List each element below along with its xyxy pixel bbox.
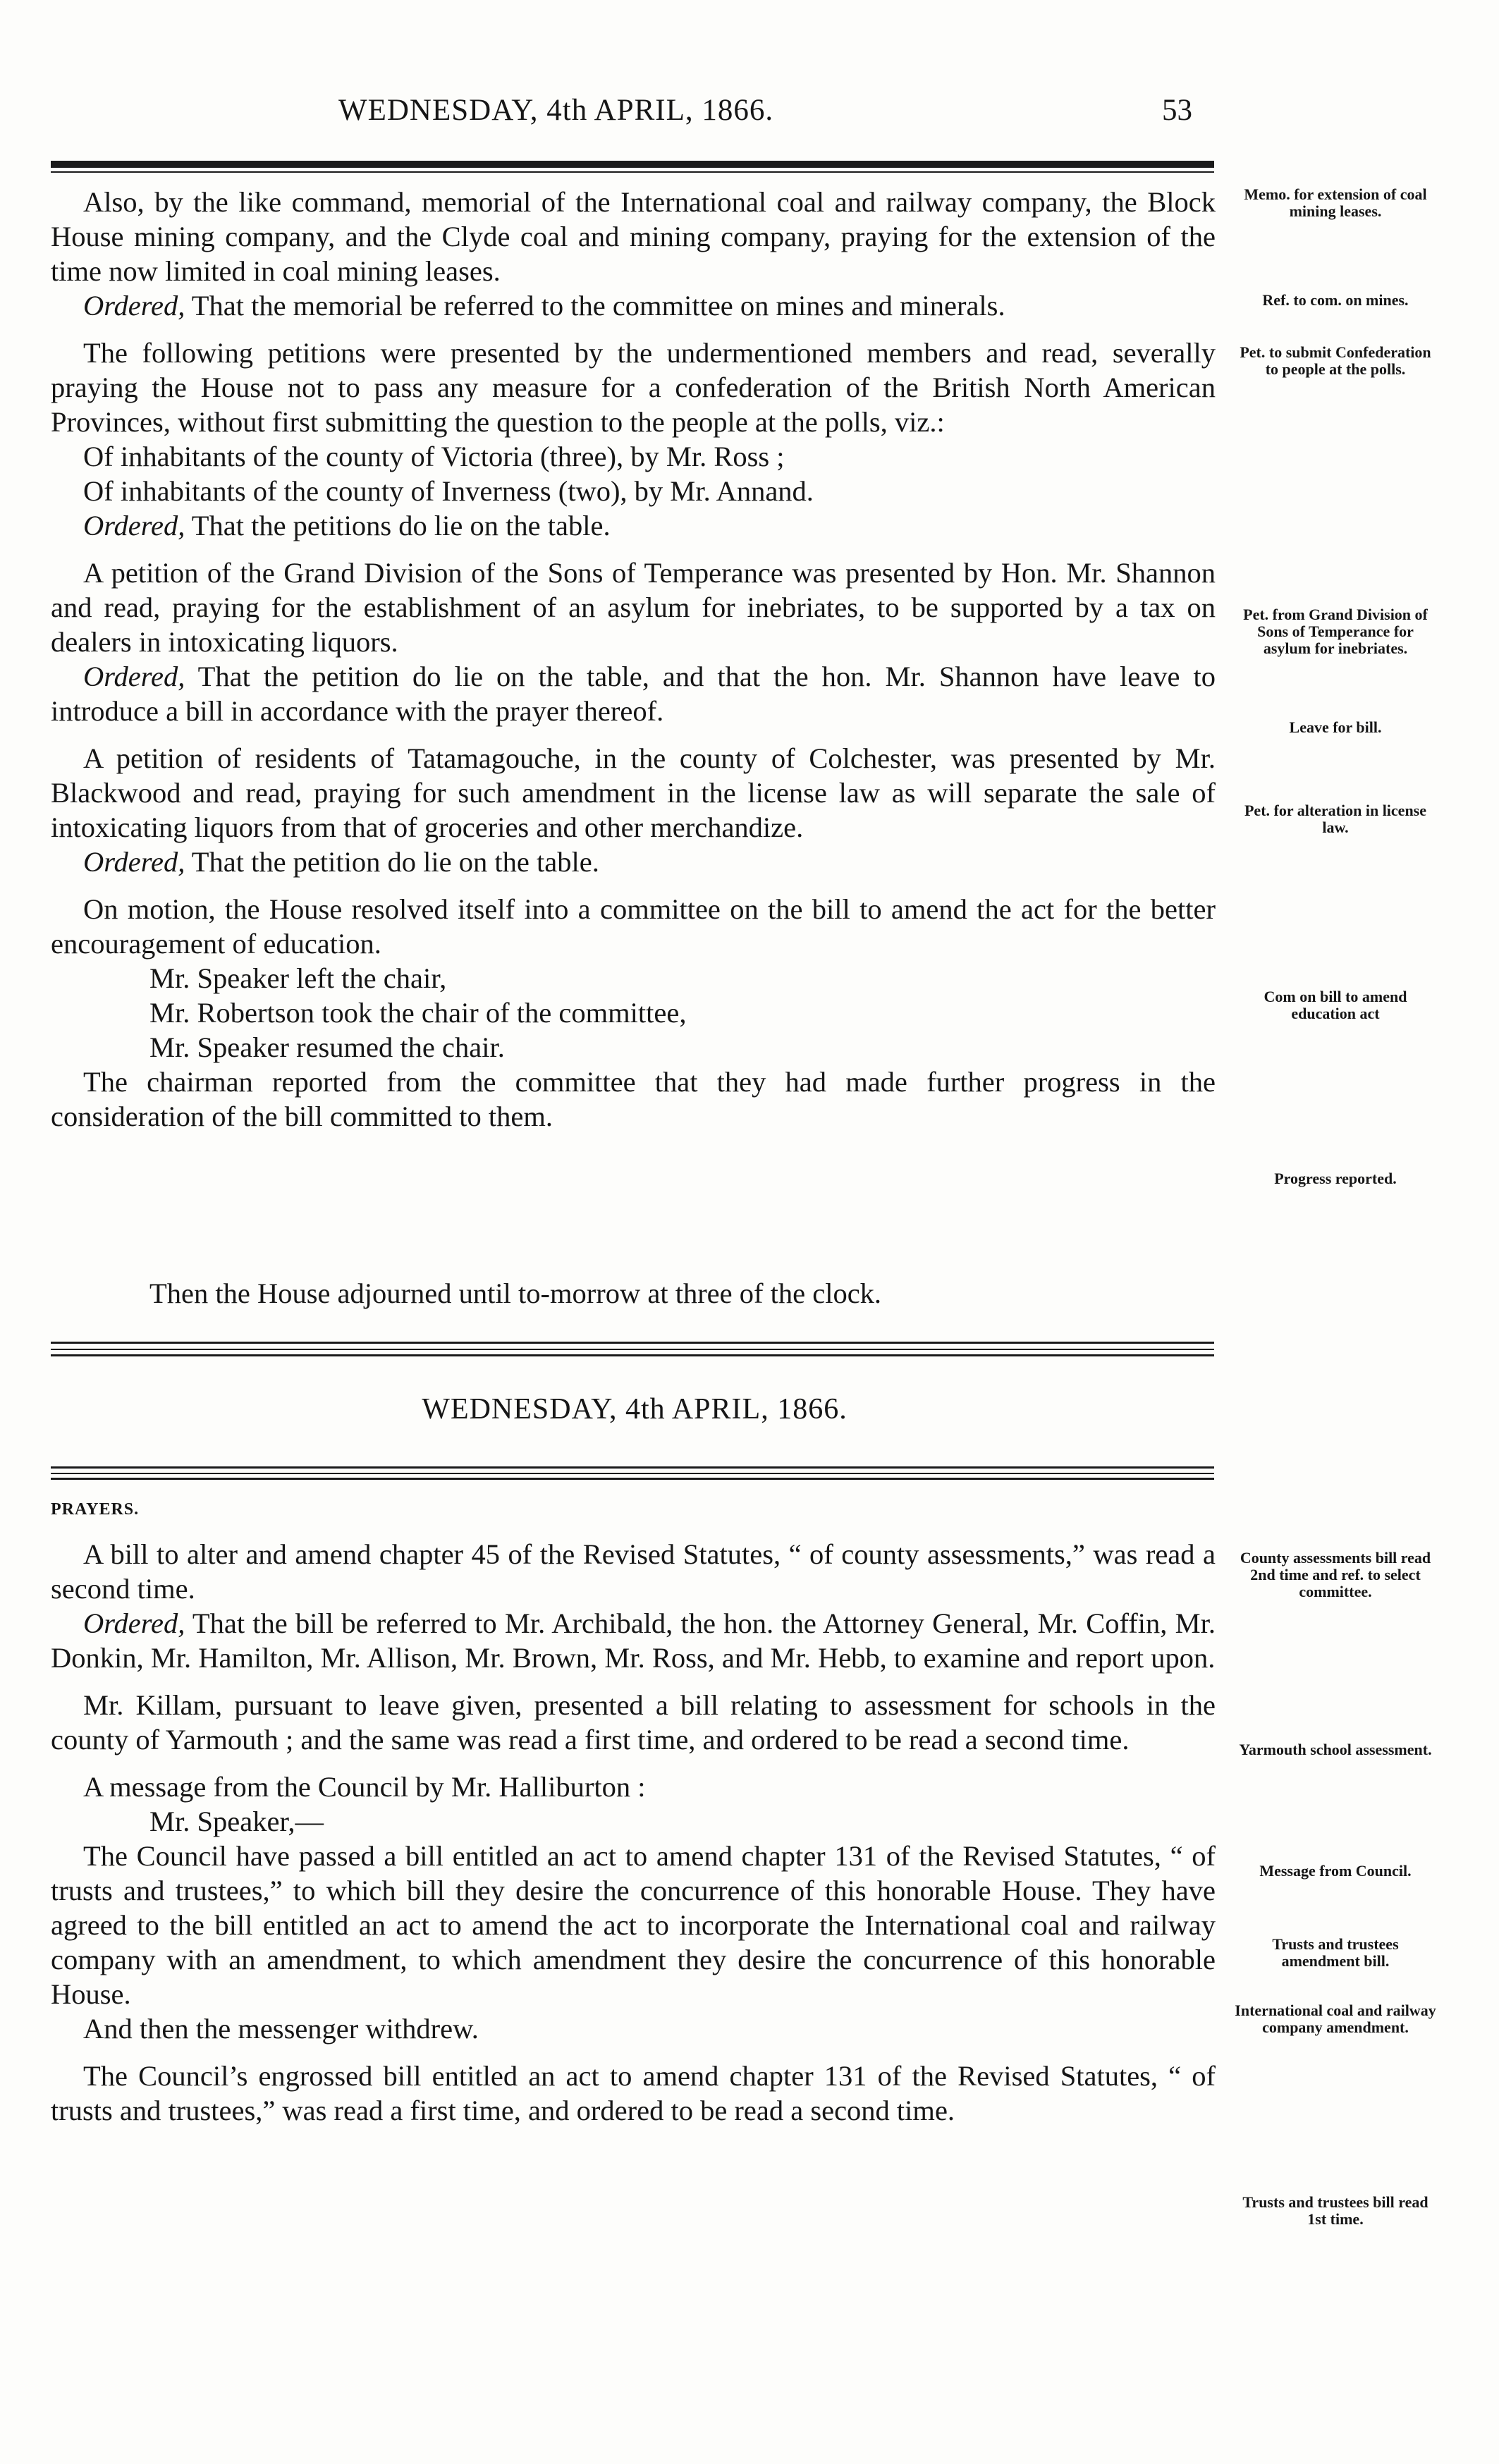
margin-note-message-council: Message from Council. [1259, 1862, 1412, 1880]
speaker-resumed-chair: Mr. Speaker resumed the chair. [149, 1031, 505, 1063]
margin-note-confederation: Pet. to submit Confederation to people at the polls. [1240, 343, 1431, 378]
margin-note-ref-mines: Ref. to com. on mines. [1262, 291, 1409, 309]
header-rule-thick [51, 161, 1214, 168]
page-header-title: WEDNESDAY, 4th APRIL, 1866. [338, 94, 774, 127]
paragraph-education-committee: On motion, the House resolved itself into a committee on the bill to amend the act for the better encouragement of education. [51, 893, 1216, 960]
paragraph-temperance-petition: A petition of the Grand Division of the Sons of Temperance was presented by Hon. Mr. Shannon and read, praying for the establishment of an asylum for inebriates, to be supported by a tax on dealers in intoxicating liquors. [51, 557, 1216, 658]
margin-note-leave-bill: Leave for bill. [1289, 718, 1382, 736]
ordered-text: That the petition do lie on the table, and that the hon. Mr. Shannon have leave to introduce a bill in accordance with the prayer thereof. [51, 661, 1216, 727]
section-rule-bottom-1 [51, 1466, 1214, 1469]
ordered-label: Ordered, [83, 661, 185, 692]
adjournment-text: Then the House adjourned until to-morrow at three of the clock. [149, 1277, 882, 1309]
ordered-county-assessments [51, 1606, 1216, 1675]
message-body: The Council have passed a bill entitled an act to amend chapter 131 of the Revised Statutes, “ of trusts and trustees,” to which bill they desire the concurrence of this honorable House. They have agreed to the bill entitled an act to amend the act to incorporate the International coal and railway company with an amendment, to which amendment they desire the concurrence of this honorable House. [51, 1840, 1216, 2010]
section-title: WEDNESDAY, 4th APRIL, 1866. [422, 1393, 848, 1426]
section-rule-top-1 [51, 1342, 1214, 1344]
paragraph-memorial: Also, by the like command, memorial of the International coal and railway company, the Block House mining company, and the Clyde coal and mining company, praying for the extension of the time now limited in coal mining leases. [51, 186, 1216, 287]
first-sitting-text [51, 185, 1216, 1134]
ordered-label: Ordered, [83, 290, 185, 321]
petition-item-inverness: Of inhabitants of the county of Inverness (two), by Mr. Annand. [83, 475, 814, 507]
section-rule-bottom-3 [51, 1478, 1214, 1480]
ordered-label: Ordered, [83, 510, 185, 541]
ordered-text: That the bill be referred to Mr. Archibald, the hon. the Attorney General, Mr. Coffin, Mr. Donkin, Mr. Hamilton, Mr. Allison, Mr. Brown, Mr. Ross, and Mr. Hebb, to examine and report upon. [51, 1607, 1216, 1674]
prayers-heading: PRAYERS. [51, 1500, 140, 1519]
ordered-label: Ordered, [83, 846, 185, 878]
section-rule-top-2 [51, 1349, 1214, 1350]
section-rule-top-3 [51, 1354, 1214, 1356]
ordered-label: Ordered, [83, 1607, 185, 1639]
ordered-petitions [51, 508, 1216, 543]
margin-note-international-coal: International coal and railway company amendment. [1235, 2002, 1436, 2036]
messenger-withdrew: And then the messenger withdrew. [83, 2013, 479, 2045]
ordered-temperance [51, 659, 1216, 728]
page-number: 53 [1162, 94, 1192, 127]
petition-item-victoria: Of inhabitants of the county of Victoria (three), by Mr. Ross ; [83, 441, 785, 472]
ordered-text: That the petition do lie on the table. [185, 846, 599, 878]
ordered-text: That the memorial be referred to the committee on mines and minerals. [185, 290, 1005, 321]
margin-note-temperance: Pet. from Grand Division of Sons of Temperance for asylum for inebriates. [1243, 606, 1428, 657]
margin-note-license-law: Pet. for alteration in license law. [1244, 802, 1427, 836]
paragraph-confederation-petitions: The following petitions were presented by the undermentioned members and read, severally praying the House not to pass any measure for a confederation of the British North American Provinces, without first submitting the question to the people at the polls, viz.: [51, 337, 1216, 438]
margin-note-education: Com on bill to amend education act [1264, 988, 1407, 1022]
progress-report: The chairman reported from the committee that they had made further progress in the consideration of the bill committed to them. [51, 1066, 1216, 1132]
speaker-left-chair: Mr. Speaker left the chair, [149, 962, 447, 994]
margin-note-yarmouth: Yarmouth school assessment. [1239, 1741, 1432, 1758]
second-sitting-text [51, 1537, 1216, 2128]
margin-note-trusts-amendment: Trusts and trustees amendment bill. [1272, 1935, 1399, 1970]
robertson-took-chair: Mr. Robertson took the chair of the committee, [149, 997, 687, 1029]
margin-note-progress: Progress reported. [1274, 1170, 1397, 1187]
ordered-tatamagouche [51, 845, 1216, 879]
ordered-memorial [51, 288, 1216, 323]
paragraph-county-assessments: A bill to alter and amend chapter 45 of the Revised Statutes, “ of county assessments,” was read a second time. [51, 1538, 1216, 1605]
margin-note-memo-extension: Memo. for extension of coal mining leases. [1244, 185, 1427, 220]
adjournment-line [51, 1276, 1216, 1311]
paragraph-tatamagouche-petition: A petition of residents of Tatamagouche, in the county of Colchester, was presented by Mr. Blackwood and read, praying for such amendment in the license law as will separate the sale of intoxicating liquors from that of groceries and other merchandize. [51, 742, 1216, 843]
paragraph-yarmouth-bill: Mr. Killam, pursuant to leave given, presented a bill relating to assessment for schools in the county of Yarmouth ; and the same was read a first time, and ordered to be read a second time. [51, 1689, 1216, 1755]
margin-note-county-assessments: County assessments bill read 2nd time and ref. to select committee. [1240, 1549, 1431, 1600]
running-header [0, 93, 1499, 135]
margin-note-trusts-first-reading: Trusts and trustees bill read 1st time. [1242, 2193, 1428, 2228]
header-rule-thin [51, 171, 1214, 173]
paragraph-trusts-first-reading: The Council’s engrossed bill entitled an act to amend chapter 131 of the Revised Statutes, “ of trusts and trustees,” was read a first time, and ordered to be read a second time. [51, 2060, 1216, 2126]
paragraph-council-message: A message from the Council by Mr. Halliburton : [83, 1771, 646, 1803]
section-rule-bottom-2 [51, 1473, 1214, 1474]
message-salutation: Mr. Speaker,— [149, 1806, 324, 1837]
ordered-text: That the petitions do lie on the table. [185, 510, 611, 541]
